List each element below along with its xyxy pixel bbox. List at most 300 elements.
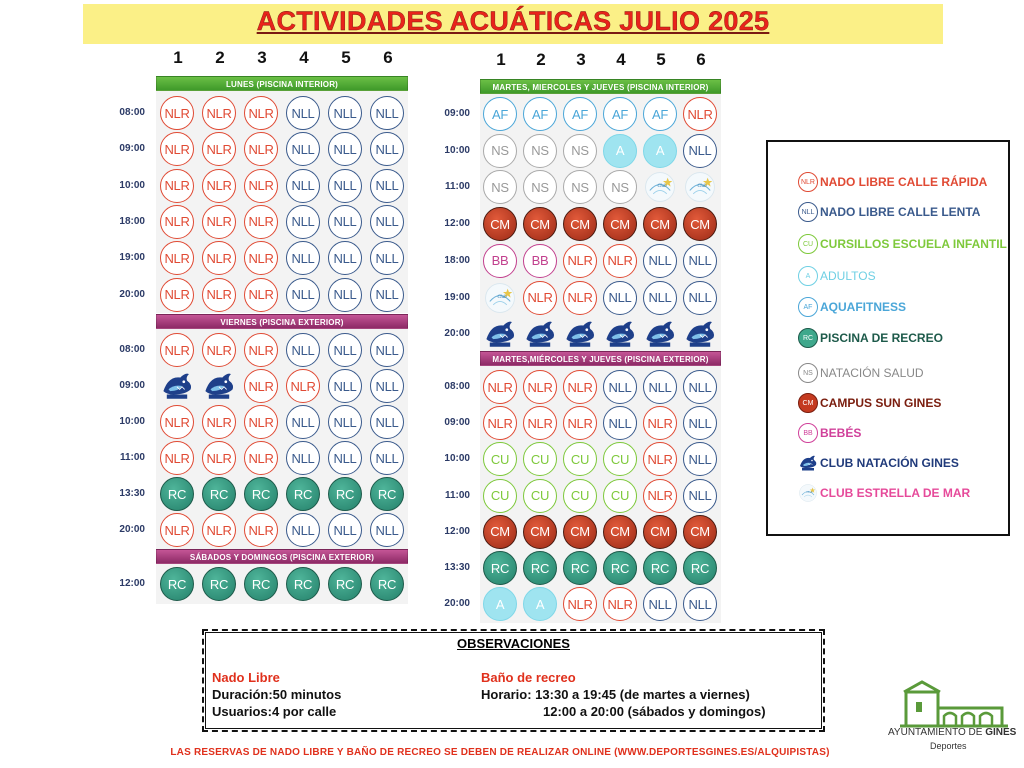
badge-code: RC bbox=[570, 560, 590, 576]
nll-badge bbox=[328, 205, 362, 239]
nll-badge bbox=[370, 513, 404, 547]
adultos-badge-legend-icon bbox=[798, 266, 818, 286]
badge-code: NLR bbox=[248, 522, 274, 538]
badge-code: NLL bbox=[291, 414, 315, 430]
campus-badge bbox=[603, 207, 637, 241]
badge-code: NLL bbox=[688, 143, 712, 159]
badge-code: NLL bbox=[608, 379, 632, 395]
legend-code: CU bbox=[802, 240, 814, 248]
legend-code: AF bbox=[803, 303, 813, 311]
club-natacion-shark-icon bbox=[683, 317, 717, 351]
badge-code: NLL bbox=[291, 450, 315, 466]
badge-code: NLR bbox=[290, 378, 316, 394]
time-label: 20:00 bbox=[444, 328, 470, 340]
badge-code: NS bbox=[491, 143, 509, 159]
badge-code: NLR bbox=[206, 141, 232, 157]
badge-code: NLR bbox=[206, 214, 232, 230]
legend-code: CM bbox=[802, 399, 814, 407]
time-label: 19:00 bbox=[119, 252, 145, 264]
badge-code: NLL bbox=[291, 250, 315, 266]
club-natacion-shark-icon bbox=[202, 369, 236, 403]
badge-code: CU bbox=[570, 488, 590, 504]
time-label: 18:00 bbox=[119, 215, 145, 227]
piscina-recreo-badge bbox=[286, 567, 320, 601]
badge-code: NLR bbox=[206, 178, 232, 194]
badge-code: NLL bbox=[333, 378, 357, 394]
campus-badge bbox=[683, 207, 717, 241]
legend-item bbox=[798, 202, 980, 222]
nlr-badge bbox=[160, 441, 194, 475]
nll-badge bbox=[286, 441, 320, 475]
legend-code: A bbox=[805, 272, 811, 280]
nlr-badge bbox=[244, 205, 278, 239]
lane-number: 3 bbox=[257, 48, 267, 67]
section-header: LUNES (PISCINA INTERIOR) bbox=[156, 76, 408, 91]
legend-item bbox=[798, 234, 1007, 254]
lane-number: 6 bbox=[696, 50, 706, 69]
badge-code: NLR bbox=[164, 414, 190, 430]
lane-number: 3 bbox=[576, 50, 586, 69]
piscina-recreo-badge bbox=[563, 551, 597, 585]
campus-badge bbox=[563, 207, 597, 241]
badge-code: CM bbox=[650, 524, 670, 540]
nll-badge bbox=[370, 241, 404, 275]
club-natacion-shark-icon bbox=[160, 369, 194, 403]
nlr-badge bbox=[563, 370, 597, 404]
natacion-salud-badge bbox=[523, 134, 557, 168]
nll-badge bbox=[286, 96, 320, 130]
logo-subtitle: Deportes bbox=[930, 741, 967, 751]
legend-code: NS bbox=[803, 369, 813, 377]
badge-code: NLL bbox=[608, 415, 632, 431]
badge-code: NLR bbox=[607, 253, 633, 269]
piscina-recreo-badge bbox=[370, 477, 404, 511]
nlr-badge bbox=[244, 241, 278, 275]
badge-code: NLL bbox=[291, 141, 315, 157]
legend-label: ADULTOS bbox=[820, 269, 876, 283]
lane-number: 2 bbox=[536, 50, 546, 69]
lane-number: 4 bbox=[299, 48, 309, 67]
badge-code: NLR bbox=[647, 451, 673, 467]
time-label: 20:00 bbox=[119, 524, 145, 535]
badge-code: NLL bbox=[688, 488, 712, 504]
badge-code: NLR bbox=[527, 415, 553, 431]
time-label: 20:00 bbox=[119, 288, 145, 300]
badge-code: NLR bbox=[164, 214, 190, 230]
nll-badge bbox=[370, 405, 404, 439]
badge-code: NLR bbox=[164, 342, 190, 358]
badge-code: AF bbox=[611, 106, 628, 122]
badge-code: NLR bbox=[164, 105, 190, 121]
nlr-badge bbox=[202, 405, 236, 439]
badge-code: CU bbox=[530, 451, 550, 467]
nll-badge bbox=[286, 333, 320, 367]
nlr-badge bbox=[244, 96, 278, 130]
legend-item bbox=[798, 393, 941, 413]
badge-code: RC bbox=[610, 560, 630, 576]
badge-code: AF bbox=[531, 106, 548, 122]
schedule-panel bbox=[156, 329, 408, 549]
time-label: 09:00 bbox=[119, 143, 145, 155]
nll-badge bbox=[286, 241, 320, 275]
badge-code: NLL bbox=[333, 342, 357, 358]
piscina-recreo-badge bbox=[160, 477, 194, 511]
badge-code: AF bbox=[651, 106, 668, 122]
legend-label: PISCINA DE RECREO bbox=[820, 331, 943, 345]
badge-code: NLL bbox=[648, 290, 672, 305]
nll-badge bbox=[286, 513, 320, 547]
time-label: 08:00 bbox=[444, 381, 470, 392]
badge-code: NLR bbox=[206, 342, 232, 358]
cursillos-badge-legend-icon bbox=[798, 234, 818, 254]
legend-item bbox=[798, 453, 959, 473]
nlr-badge bbox=[643, 406, 677, 440]
badge-code: NLL bbox=[375, 450, 399, 466]
badge-code: CM bbox=[570, 216, 590, 232]
nll-badge bbox=[683, 281, 717, 315]
badge-code: CM bbox=[650, 216, 670, 232]
badge-code: NLR bbox=[567, 596, 593, 612]
badge-code: RC bbox=[209, 486, 229, 502]
nll-badge bbox=[603, 406, 637, 440]
lane-number: 6 bbox=[383, 48, 393, 67]
nll-badge bbox=[286, 405, 320, 439]
legend-label: CAMPUS SUN GINES bbox=[820, 396, 942, 410]
badge-code: NLL bbox=[688, 451, 712, 467]
badge-code: CM bbox=[490, 216, 510, 232]
time-label: 09:00 bbox=[444, 108, 470, 119]
section-header: VIERNES (PISCINA EXTERIOR) bbox=[156, 314, 408, 329]
badge-code: NLR bbox=[164, 450, 190, 466]
nll-badge bbox=[370, 333, 404, 367]
time-label: 18:00 bbox=[444, 254, 470, 266]
campus-badge bbox=[643, 207, 677, 241]
aquafitness-badge-legend-icon bbox=[798, 297, 818, 317]
nll-badge bbox=[683, 134, 717, 168]
badge-code: NLR bbox=[647, 488, 673, 504]
badge-code: NLL bbox=[333, 105, 357, 121]
badge-code: NLR bbox=[567, 379, 593, 395]
nll-badge bbox=[328, 278, 362, 312]
badge-code: NLL bbox=[333, 522, 357, 538]
nll-badge bbox=[370, 278, 404, 312]
svg-text:Club: Club bbox=[697, 184, 707, 190]
legend-label: NADO LIBRE CALLE LENTA bbox=[820, 205, 981, 219]
legend-label: NATACIÓN SALUD bbox=[820, 366, 924, 380]
badge-code: RC bbox=[530, 560, 550, 576]
badge-code: AF bbox=[491, 106, 508, 122]
badge-code: RC bbox=[335, 576, 355, 592]
badge-code: NLL bbox=[648, 253, 672, 269]
nll-badge bbox=[643, 587, 677, 621]
badge-code: RC bbox=[377, 576, 397, 592]
badge-code: NLR bbox=[248, 414, 274, 430]
adultos-badge bbox=[643, 134, 677, 168]
cursillos-badge bbox=[483, 479, 517, 513]
nll-badge bbox=[603, 281, 637, 315]
legend-code: RC bbox=[802, 334, 814, 342]
badge-code: NLL bbox=[375, 342, 399, 358]
badge-code: BB bbox=[531, 253, 549, 269]
campus-badge bbox=[683, 515, 717, 549]
lane-number: 1 bbox=[173, 48, 183, 67]
cursillos-badge bbox=[523, 479, 557, 513]
nll-badge bbox=[328, 513, 362, 547]
badge-code: NLR bbox=[567, 253, 593, 269]
legend-label: NADO LIBRE CALLE RÁPIDA bbox=[820, 175, 988, 189]
badge-code: CM bbox=[610, 216, 630, 232]
badge-code: A bbox=[495, 596, 505, 612]
badge-code: NLL bbox=[375, 214, 399, 230]
nll-badge bbox=[286, 205, 320, 239]
badge-code: NLL bbox=[648, 596, 672, 612]
badge-code: NLR bbox=[607, 596, 633, 612]
badge-code: NLR bbox=[248, 214, 274, 230]
lane-number: 2 bbox=[215, 48, 225, 67]
badge-code: NLL bbox=[688, 596, 712, 612]
piscina-recreo-badge bbox=[483, 551, 517, 585]
badge-code: NLR bbox=[206, 250, 232, 266]
campus-badge bbox=[603, 515, 637, 549]
campus-badge bbox=[483, 207, 517, 241]
piscina-recreo-badge bbox=[328, 477, 362, 511]
badge-code: CU bbox=[610, 488, 630, 504]
nlr-badge bbox=[244, 369, 278, 403]
nlr-badge bbox=[244, 441, 278, 475]
legend-label: CLUB NATACIÓN GINES bbox=[820, 456, 959, 470]
club-estrella-mar-icon bbox=[643, 170, 677, 204]
aquafitness-badge bbox=[643, 97, 677, 131]
badge-code: CU bbox=[490, 451, 510, 467]
nll-badge bbox=[683, 370, 717, 404]
campus-badge bbox=[483, 515, 517, 549]
adultos-badge bbox=[523, 587, 557, 621]
nll-badge bbox=[286, 278, 320, 312]
time-label: 13:30 bbox=[119, 488, 145, 499]
badge-code: CM bbox=[610, 524, 630, 540]
cursillos-badge bbox=[563, 479, 597, 513]
legend-code: BB bbox=[803, 429, 813, 437]
badge-code: NLR bbox=[248, 178, 274, 194]
time-label: 12:00 bbox=[444, 525, 470, 537]
booking-notice: LAS RESERVAS DE NADO LIBRE Y BAÑO DE RECREO SE DEBEN DE REALIZAR ONLINE (WWW.DEPORTESGINES.ES/ALQUIPISTAS) bbox=[170, 747, 830, 758]
badge-code: NLL bbox=[375, 522, 399, 538]
legend-code: NLR bbox=[800, 178, 815, 186]
nll-badge bbox=[370, 441, 404, 475]
cursillos-badge bbox=[603, 479, 637, 513]
aquafitness-badge bbox=[563, 97, 597, 131]
nll-badge bbox=[328, 241, 362, 275]
nlr-badge bbox=[202, 96, 236, 130]
time-label: 09:00 bbox=[119, 380, 145, 391]
badge-code: NLR bbox=[164, 287, 190, 302]
nlr-badge bbox=[244, 169, 278, 203]
piscina-recreo-badge bbox=[244, 477, 278, 511]
nll-badge bbox=[328, 169, 362, 203]
nlr-badge bbox=[563, 244, 597, 278]
nll-badge bbox=[370, 369, 404, 403]
badge-code: NLR bbox=[248, 287, 274, 302]
piscina-recreo-badge bbox=[202, 477, 236, 511]
badge-code: NLL bbox=[333, 178, 357, 194]
badge-code: NLR bbox=[527, 290, 553, 305]
badge-code: NLR bbox=[567, 415, 593, 431]
badge-code: A bbox=[615, 143, 625, 159]
legend-label: CURSILLOS ESCUELA INFANTIL bbox=[820, 237, 1007, 251]
nlr-badge bbox=[643, 479, 677, 513]
nlr-badge bbox=[160, 405, 194, 439]
nlr-badge bbox=[244, 278, 278, 312]
nll-badge bbox=[370, 169, 404, 203]
piscina-recreo-badge-legend-icon bbox=[798, 328, 818, 348]
legend-item bbox=[798, 363, 924, 383]
badge-code: NLR bbox=[248, 378, 274, 394]
lane-number: 1 bbox=[496, 50, 506, 69]
club-natacion-shark-icon bbox=[563, 317, 597, 351]
svg-text:Club: Club bbox=[657, 184, 667, 190]
nlr-badge bbox=[202, 241, 236, 275]
badge-code: NLL bbox=[688, 253, 712, 269]
nll-badge bbox=[328, 441, 362, 475]
nlr-badge bbox=[483, 406, 517, 440]
badge-code: NLR bbox=[248, 450, 274, 466]
badge-code: NLR bbox=[206, 105, 232, 121]
natacion-salud-badge-legend-icon bbox=[798, 363, 818, 383]
lane-number: 5 bbox=[341, 48, 351, 67]
legend-item bbox=[798, 266, 876, 286]
badge-code: NLL bbox=[375, 287, 399, 302]
badge-code: NLL bbox=[333, 414, 357, 430]
legend-item bbox=[798, 483, 970, 503]
nado-libre-heading: Nado Libre bbox=[212, 670, 280, 685]
piscina-recreo-badge bbox=[523, 551, 557, 585]
nll-badge bbox=[683, 479, 717, 513]
nll-badge bbox=[328, 369, 362, 403]
badge-code: NS bbox=[611, 179, 629, 195]
time-label: 10:00 bbox=[444, 453, 470, 465]
badge-code: NLL bbox=[333, 214, 357, 230]
badge-code: RC bbox=[251, 576, 271, 592]
badge-code: NLR bbox=[527, 379, 553, 395]
badge-code: NLL bbox=[333, 250, 357, 266]
section-header: MARTES, MIERCOLES Y JUEVES (PISCINA INTERIOR) bbox=[480, 79, 721, 94]
badge-code: NLR bbox=[487, 415, 513, 431]
badge-code: CU bbox=[570, 451, 590, 467]
campus-badge-legend-icon bbox=[798, 393, 818, 413]
campus-badge bbox=[643, 515, 677, 549]
badge-code: NLL bbox=[375, 178, 399, 194]
badge-code: NLR bbox=[248, 342, 274, 358]
nlr-badge bbox=[160, 333, 194, 367]
time-label: 13:30 bbox=[444, 562, 470, 573]
badge-code: RC bbox=[293, 576, 313, 592]
adultos-badge bbox=[483, 587, 517, 621]
time-label: 19:00 bbox=[444, 291, 470, 303]
badge-code: NLR bbox=[164, 250, 190, 266]
piscina-recreo-badge bbox=[244, 567, 278, 601]
piscina-recreo-badge bbox=[370, 567, 404, 601]
legend-label: AQUAFITNESS bbox=[820, 300, 907, 314]
time-label: 10:00 bbox=[119, 416, 145, 427]
nlr-badge bbox=[683, 97, 717, 131]
badge-code: RC bbox=[209, 576, 229, 592]
badge-code: NLL bbox=[375, 414, 399, 430]
badge-code: NLR bbox=[164, 522, 190, 538]
legend-item bbox=[798, 423, 861, 443]
nlr-badge bbox=[160, 169, 194, 203]
legend-item bbox=[798, 172, 987, 192]
nll-badge bbox=[643, 244, 677, 278]
nado-libre-users: Usuarios:4 por calle bbox=[212, 704, 337, 719]
badge-code: NLR bbox=[687, 106, 713, 122]
nlr-badge bbox=[160, 205, 194, 239]
badge-code: CM bbox=[490, 524, 510, 540]
badge-code: AF bbox=[571, 106, 588, 122]
nlr-badge bbox=[160, 278, 194, 312]
adultos-badge bbox=[603, 134, 637, 168]
nll-badge bbox=[370, 96, 404, 130]
nll-badge bbox=[603, 370, 637, 404]
logo-text: AYUNTAMIENTO DE GINES bbox=[888, 727, 1017, 738]
piscina-recreo-badge bbox=[160, 567, 194, 601]
lane-number: 4 bbox=[616, 50, 626, 69]
piscina-recreo-badge bbox=[286, 477, 320, 511]
campus-badge bbox=[523, 515, 557, 549]
badge-code: A bbox=[655, 143, 665, 159]
nll-badge bbox=[328, 333, 362, 367]
club-natacion-shark-icon bbox=[523, 317, 557, 351]
page-title: ACTIVIDADES ACUÁTICAS JULIO 2025 bbox=[256, 6, 770, 36]
badge-code: NLL bbox=[291, 214, 315, 230]
nlr-badge bbox=[202, 205, 236, 239]
bano-recreo-hours-weekdays: Horario: 13:30 a 19:45 (de martes a viernes) bbox=[481, 687, 750, 702]
badge-code: RC bbox=[377, 486, 397, 502]
badge-code: RC bbox=[650, 560, 670, 576]
piscina-recreo-badge bbox=[683, 551, 717, 585]
nlr-badge bbox=[603, 587, 637, 621]
badge-code: NLR bbox=[206, 522, 232, 538]
badge-code: NLR bbox=[206, 287, 232, 302]
lane-number: 5 bbox=[656, 50, 666, 69]
club-estrella-mar-icon bbox=[483, 281, 517, 315]
badge-code: NLR bbox=[248, 141, 274, 157]
time-label: 11:00 bbox=[119, 452, 145, 463]
badge-code: NS bbox=[571, 179, 589, 195]
bano-recreo-heading: Baño de recreo bbox=[481, 670, 576, 685]
nlr-badge bbox=[202, 333, 236, 367]
nlr-badge bbox=[563, 406, 597, 440]
badge-code: NLL bbox=[291, 178, 315, 194]
nlr-badge bbox=[160, 96, 194, 130]
badge-code: CM bbox=[690, 216, 710, 232]
time-label: 08:00 bbox=[119, 107, 145, 118]
nlr-badge bbox=[286, 369, 320, 403]
nlr-badge-legend-icon bbox=[798, 172, 818, 192]
badge-code: RC bbox=[335, 486, 355, 502]
nll-badge bbox=[370, 205, 404, 239]
badge-code: NLR bbox=[248, 250, 274, 266]
badge-code: NLL bbox=[333, 450, 357, 466]
badge-code: RC bbox=[251, 486, 271, 502]
badge-code: CM bbox=[530, 524, 550, 540]
legend-label: BEBÉS bbox=[820, 426, 862, 440]
badge-code: NLR bbox=[487, 379, 513, 395]
legend-code: NLL bbox=[801, 208, 815, 216]
nlr-badge bbox=[523, 370, 557, 404]
aquafitness-badge bbox=[603, 97, 637, 131]
piscina-recreo-badge bbox=[643, 551, 677, 585]
campus-badge bbox=[523, 207, 557, 241]
